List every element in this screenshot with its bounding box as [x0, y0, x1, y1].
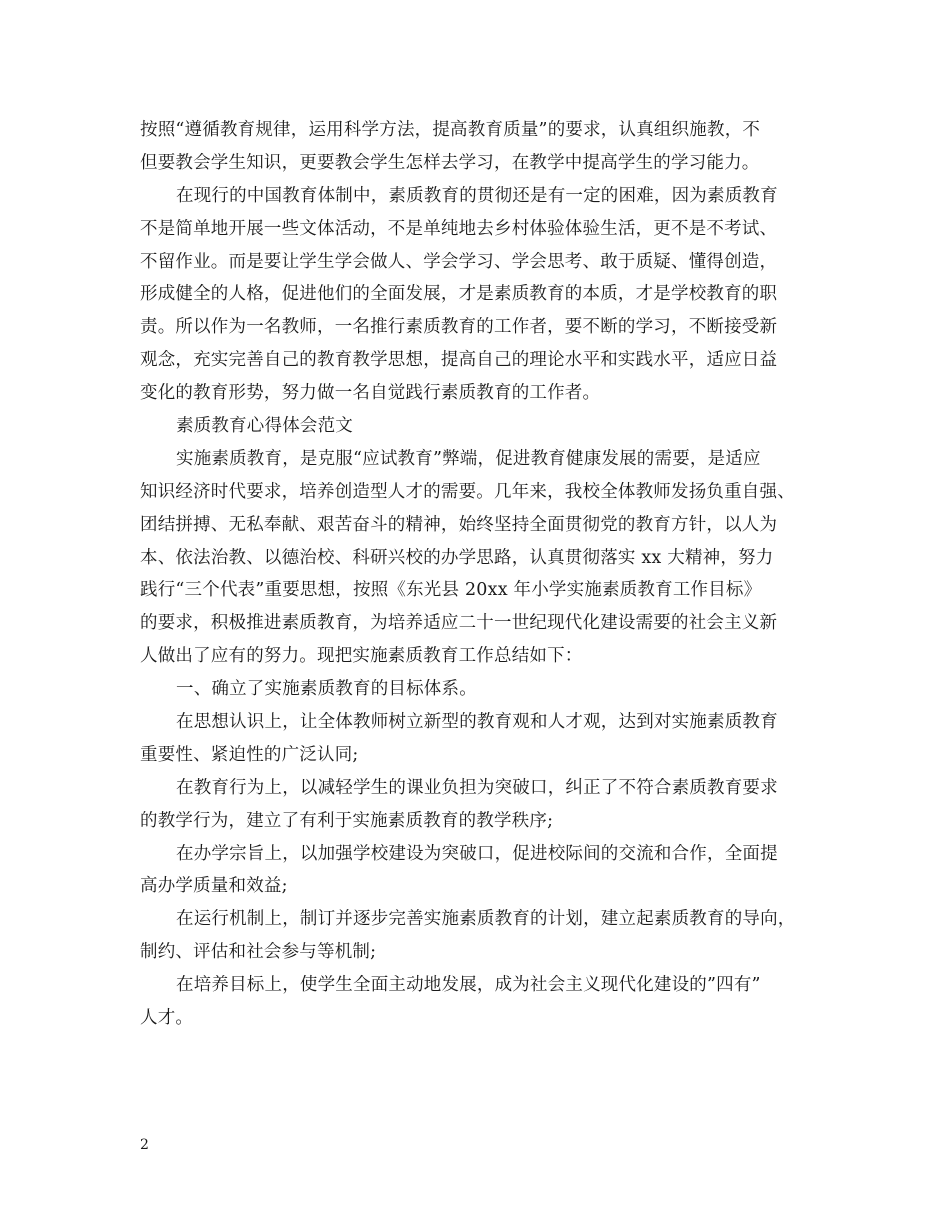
text-line: 变化的教育形势，努力做一名自觉践行素质教育的工作者。: [140, 383, 601, 404]
text-line: 责。所以作为一名教师，一名推行素质教育的工作者，要不断的学习，不断接受新: [140, 317, 778, 338]
text-line: 在培养目标上，使学生全面主动地发展，成为社会主义现代化建设的”四有”: [176, 975, 761, 996]
text-line: 实施素质教育，是克服“应试教育”弊端，促进教育健康发展的需要，是适应: [176, 448, 761, 469]
text-line: 团结拼搏、无私奉献、艰苦奋斗的精神，始终坚持全面贯彻党的教育方针，以人为: [140, 514, 778, 535]
text-line: 重要性、紧迫性的广泛认同;: [140, 744, 359, 765]
text-line: 观念，充实完善自己的教育教学思想，提高自己的理论水平和实践水平，适应日益: [140, 350, 778, 371]
text-line: 在运行机制上，制订并逐步完善实施素质教育的计划，建立起素质教育的导向，: [176, 909, 796, 930]
document-body: [140, 114, 830, 1035]
text-line: 在现行的中国教育体制中，素质教育的贯彻还是有一定的困难，因为素质教育: [176, 185, 778, 206]
text-line: 形成健全的人格，促进他们的全面发展，才是素质教育的本质，才是学校教育的职: [140, 284, 778, 305]
text-line: 制约、评估和社会参与等机制;: [140, 942, 377, 963]
text-line: 高办学质量和效益;: [140, 876, 288, 897]
text-line: 知识经济时代要求，培养创造型人才的需要。几年来，我校全体教师发扬负重自强、: [140, 481, 795, 502]
text-line: 素质教育心得体会范文: [176, 416, 353, 437]
text-line: 但要教会学生知识，更要教会学生怎样去学习，在教学中提高学生的学习能力。: [140, 152, 760, 173]
page-number: 2: [140, 1137, 149, 1153]
text-line: 一、确立了实施素质教育的目标体系。: [176, 679, 477, 700]
text-line: 不留作业。而是要让学生学会做人、学会学习、学会思考、敢于质疑、懂得创造，: [140, 251, 778, 272]
text-line: 按照“遵循教育规律，运用科学方法，提高教育质量”的要求，认真组织施教，不: [140, 120, 761, 140]
text-line: 人才。: [140, 1008, 194, 1029]
text-line: 在教育行为上，以减轻学生的课业负担为突破口，纠正了不符合素质教育要求: [176, 777, 778, 798]
text-line: 在办学宗旨上，以加强学校建设为突破口，促进校际间的交流和合作，全面提: [176, 843, 778, 864]
text-line: 不是简单地开展一些文体活动，不是单纯地去乡村体验体验生活，更不是不考试、: [140, 218, 778, 239]
text-line: 的教学行为，建立了有利于实施素质教育的教学秩序;: [140, 810, 554, 831]
text-line: 践行“三个代表”重要思想，按照《东光县 20xx 年小学实施素质教育工作目标》: [140, 580, 762, 601]
text-line: 人做出了应有的努力。现把实施素质教育工作总结如下：: [140, 646, 583, 667]
text-line: 本、依法治教、以德治校、科研兴校的办学思路，认真贯彻落实 xx 大精神，努力: [140, 547, 774, 568]
text-line: 在思想认识上，让全体教师树立新型的教育观和人才观，达到对实施素质教育: [176, 712, 778, 733]
text-line: 的要求，积极推进素质教育，为培养适应二十一世纪现代化建设需要的社会主义新: [140, 613, 778, 634]
